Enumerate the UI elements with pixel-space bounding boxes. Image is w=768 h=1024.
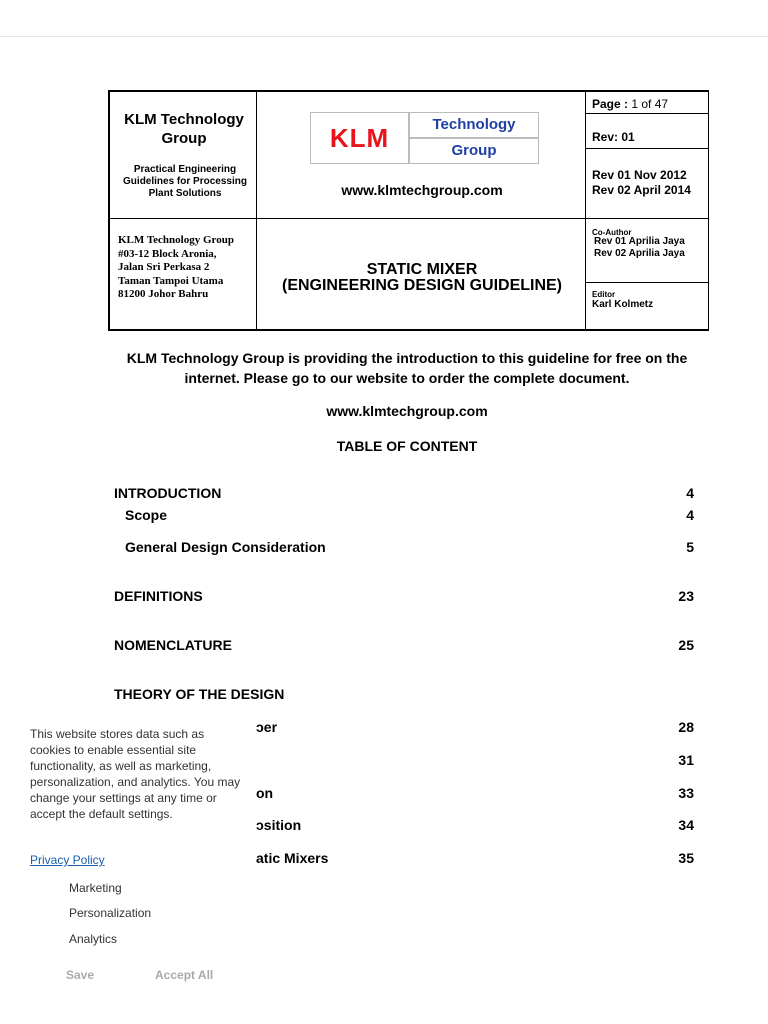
toc-page: 28 <box>678 719 694 735</box>
toc-heading: TABLE OF CONTENT <box>336 438 478 454</box>
toc-title: Scope <box>125 507 168 523</box>
toc-page: 5 <box>686 539 694 555</box>
toc-page: 35 <box>678 850 694 866</box>
header-divider <box>585 113 709 114</box>
document-title <box>258 262 586 294</box>
company-address <box>118 234 258 302</box>
page-indicator <box>592 97 668 111</box>
header-divider <box>110 218 709 219</box>
page-value: 1 of 47 <box>631 97 669 111</box>
top-divider <box>0 36 768 37</box>
privacy-policy-link[interactable]: Privacy Policy <box>30 853 105 867</box>
toc-page: 33 <box>678 785 694 801</box>
cookie-consent-panel <box>0 712 255 1024</box>
toc-title: THEORY OF THE DESIGN <box>114 686 285 702</box>
logo-technology: Technology <box>409 112 539 138</box>
coauthor-name: Rev 01 Aprilia Jaya <box>594 236 685 247</box>
company-subtitle: Practical Engineering Guidelines for Processing Plant Solutions <box>123 164 247 199</box>
intro-text: KLM Technology Group is providing the introduction to this guideline for free on the internet. Please go to our website to order the complete document. <box>126 350 688 386</box>
editor-name: Karl Kolmetz <box>592 299 654 310</box>
toc-title: General Design Consideration <box>125 539 326 555</box>
klm-logo <box>310 112 538 164</box>
toc-title: on <box>256 785 274 801</box>
revision-date: Rev 01 Nov 2012 <box>592 168 687 182</box>
revision: Rev: 01 <box>592 130 635 144</box>
address-line: Jalan Sri Perkasa 2 <box>118 261 210 273</box>
toc-page: 34 <box>678 817 694 833</box>
cookie-option-personalization[interactable]: Personalization <box>69 906 152 920</box>
toc-title: NOMENCLATURE <box>114 637 232 653</box>
document-header-table <box>108 90 709 331</box>
editor-label: Editor <box>592 290 616 299</box>
toc-title: INTRODUCTION <box>114 485 222 501</box>
revision-date: Rev 02 April 2014 <box>592 183 691 197</box>
title-line: (ENGINEERING DESIGN GUIDELINE) <box>281 277 563 294</box>
toc-page: 23 <box>678 588 694 604</box>
logo-group: Group <box>409 138 539 164</box>
title-line: STATIC MIXER <box>366 261 478 278</box>
revision-dates <box>592 168 691 198</box>
cookie-option-analytics[interactable]: Analytics <box>69 932 118 946</box>
header-divider <box>585 282 709 283</box>
address-line: KLM Technology Group <box>118 234 234 246</box>
toc-page: 4 <box>686 507 694 523</box>
toc-title: ɔsition <box>256 817 302 833</box>
address-line: #03-12 Block Aronia, <box>118 247 217 260</box>
coauthor-label: Co-Author <box>592 228 632 237</box>
page-label: Page : <box>592 97 629 111</box>
toc-title: atic Mixers <box>256 850 329 866</box>
cookie-message: This website stores data such as cookies to enable essential site functionality, as well as marketing, personalization, and analytics. You may change your settings at any time or accept the default settings. <box>30 727 241 821</box>
address-line: Taman Tampoi Utama <box>118 274 224 287</box>
coauthor-names <box>594 236 685 260</box>
toc-title: ɔer <box>256 719 278 735</box>
toc-page: 25 <box>678 637 694 653</box>
header-divider <box>585 148 709 149</box>
header-url: www.klmtechgroup.com <box>341 182 503 198</box>
toc-page: 4 <box>686 485 694 501</box>
coauthor-name: Rev 02 Aprilia Jaya <box>594 248 685 259</box>
save-button[interactable]: Save <box>66 968 95 982</box>
toc-title: DEFINITIONS <box>114 588 203 604</box>
website-link: www.klmtechgroup.com <box>326 403 488 419</box>
logo-klm: KLM <box>310 112 409 164</box>
toc-page: 31 <box>678 752 694 768</box>
cookie-option-marketing[interactable]: Marketing <box>69 881 122 895</box>
address-line: 81200 Johor Bahru <box>118 288 209 300</box>
company-title: KLM Technology Group <box>124 111 244 147</box>
accept-all-button[interactable]: Accept All <box>155 968 214 982</box>
